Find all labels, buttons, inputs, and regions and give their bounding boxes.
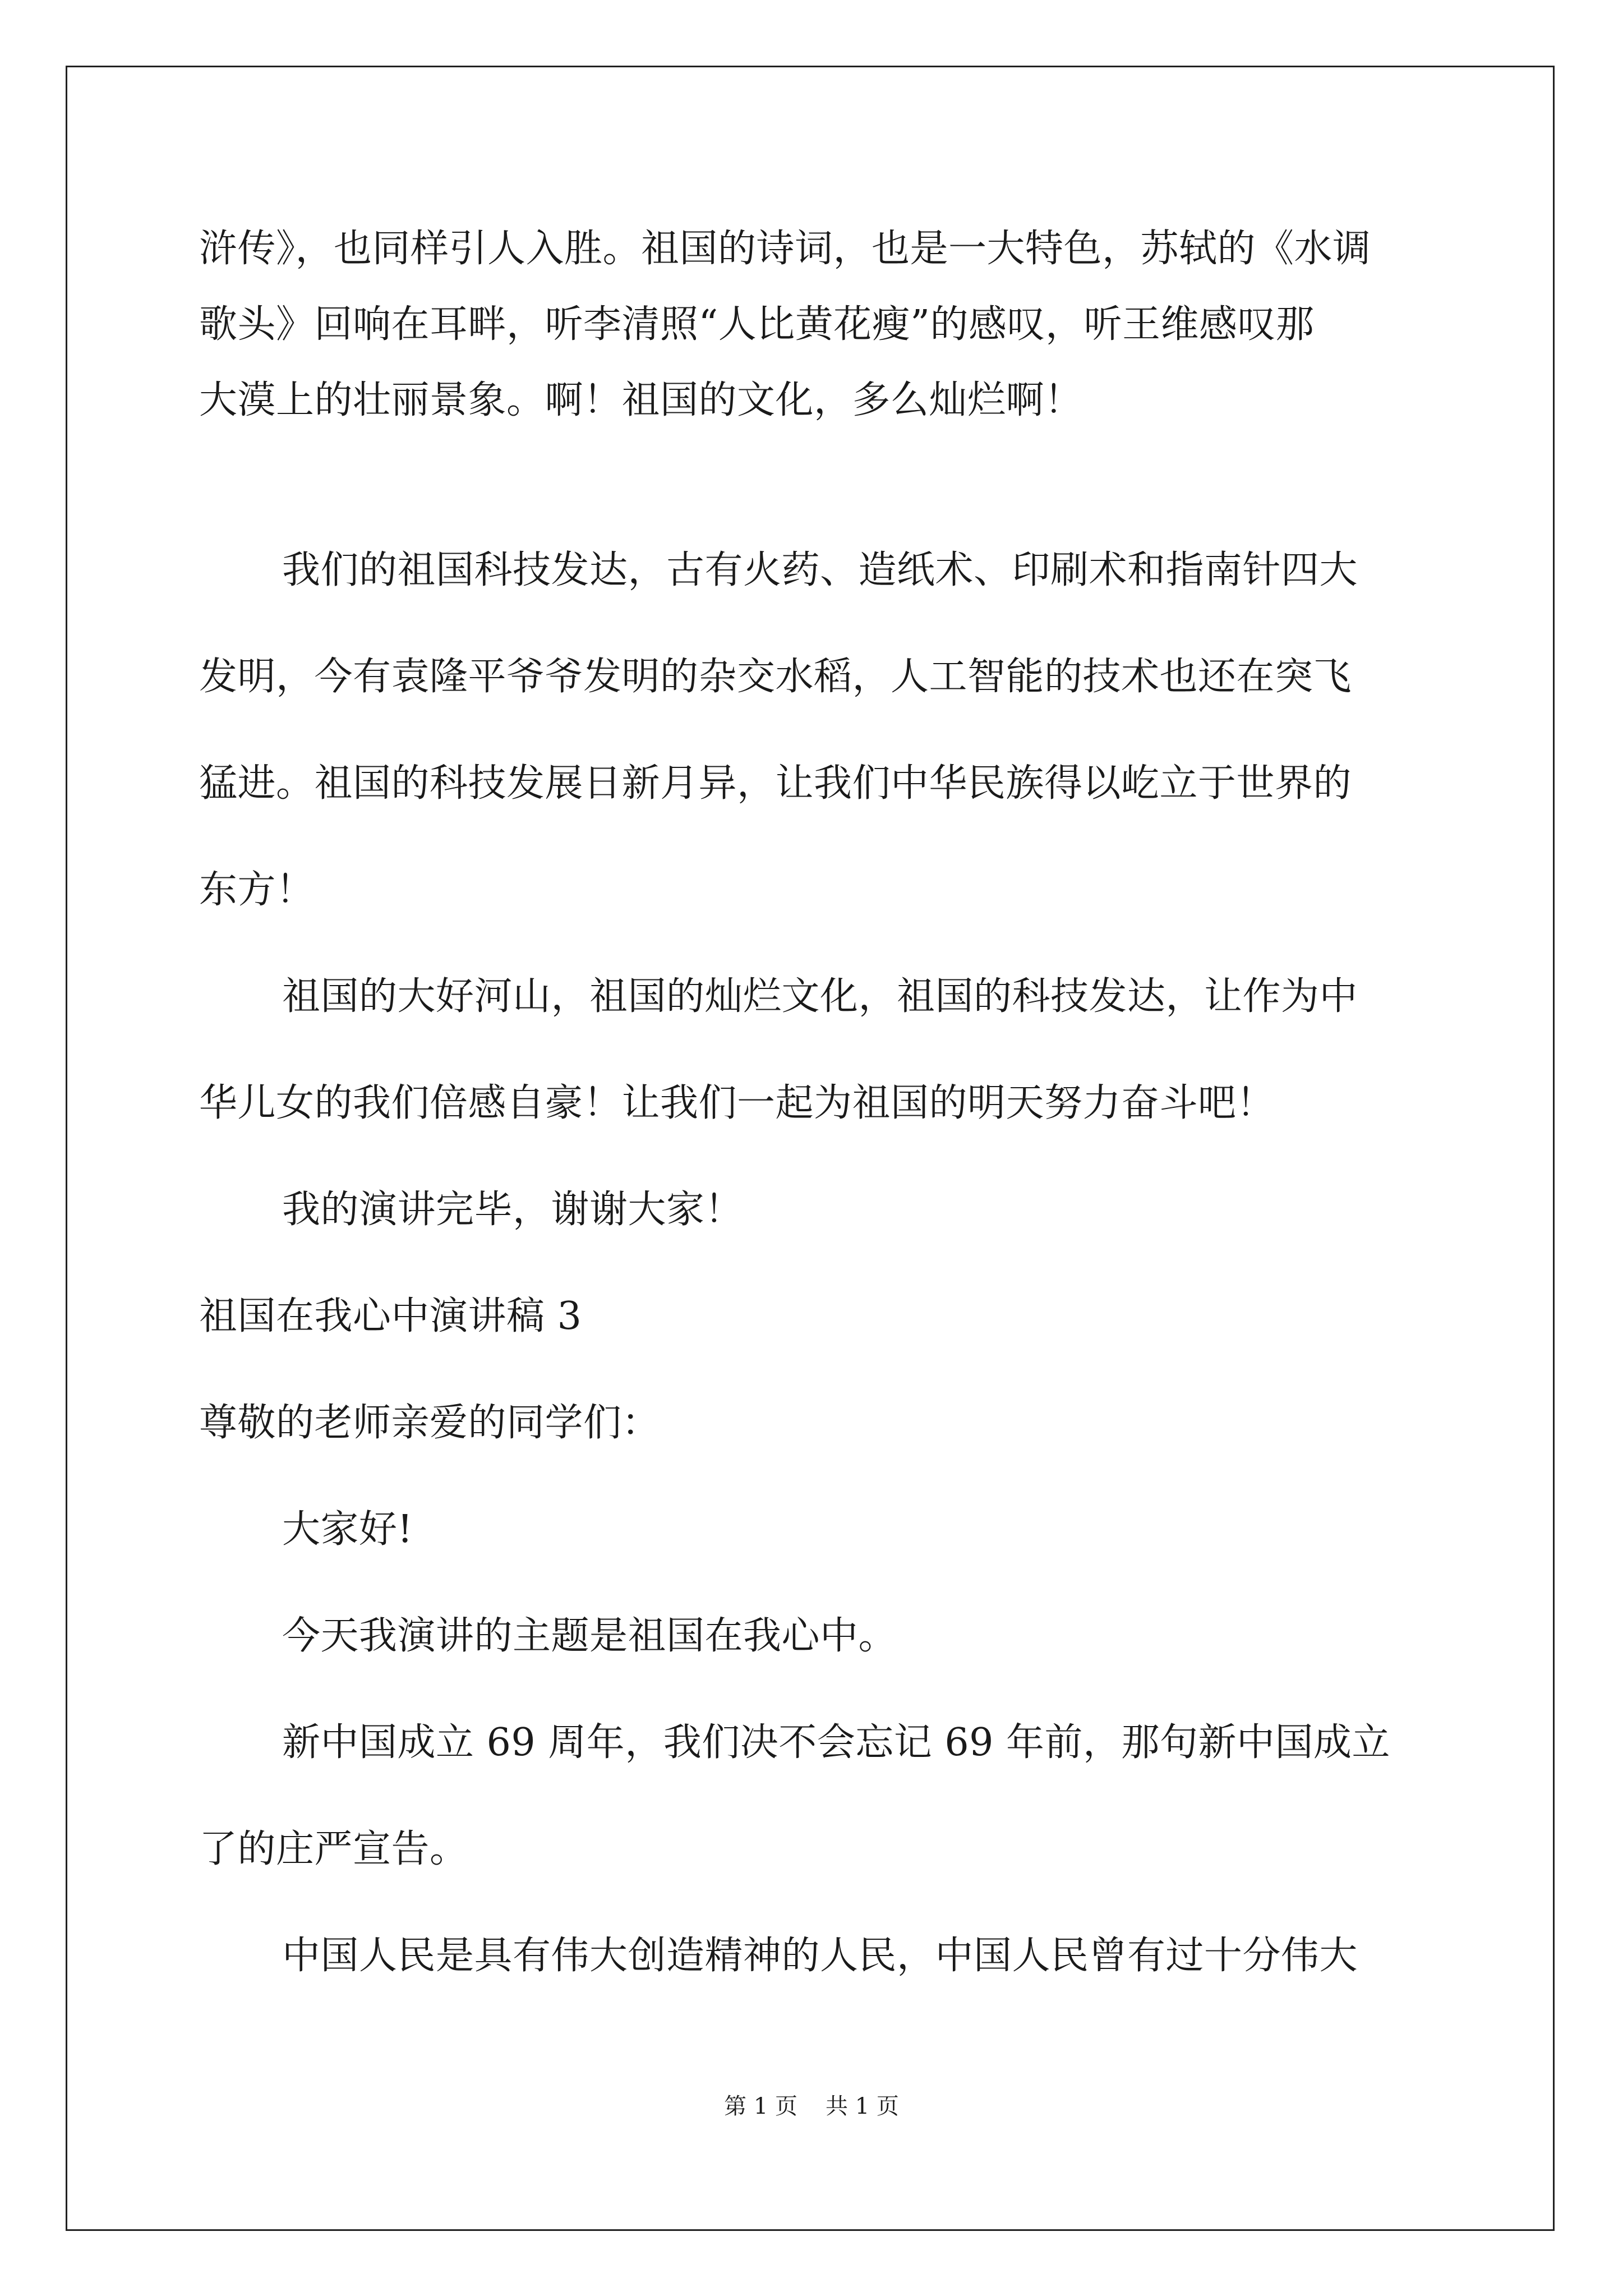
- paragraph-first-line: 祖国的大好河山，祖国的灿烂文化，祖国的科技发达，让作为中: [282, 974, 1358, 1019]
- text-line: 猛进。祖国的科技发展日新月异，让我们中华民族得以屹立于世界的: [199, 761, 1352, 806]
- text-line: 浒传》，也同样引人入胜。祖国的诗词，也是一大特色，苏轼的《水调: [199, 227, 1371, 271]
- page-footer: [0, 2092, 1623, 2120]
- text-line: 华儿女的我们倍感自豪！让我们一起为祖国的明天努力奋斗吧！: [199, 1081, 1275, 1125]
- salutation: 尊敬的老师亲爱的同学们：: [199, 1401, 661, 1445]
- paragraph-first-line: 新中国成立 69 周年，我们决不会忘记 69 年前，那句新中国成立: [282, 1720, 1391, 1765]
- paragraph-first-line: 我的演讲完毕，谢谢大家！: [282, 1188, 744, 1232]
- page-number-current: 第 1 页: [724, 2093, 797, 2119]
- text-line: 发明，今有袁隆平爷爷发明的杂交水稻，人工智能的技术也还在突飞: [199, 655, 1352, 699]
- text-line: 了的庄严宣告。: [199, 1827, 468, 1871]
- section-heading: 祖国在我心中演讲稿 3: [199, 1294, 582, 1338]
- text-line: 东方！: [199, 868, 315, 912]
- page-number-total: 共 1 页: [826, 2093, 899, 2119]
- paragraph-first-line: 我们的祖国科技发达，古有火药、造纸术、印刷术和指南针四大: [282, 548, 1358, 592]
- text-line: 大漠上的壮丽景象。啊！祖国的文化，多么灿烂啊！: [199, 378, 1083, 422]
- paragraph-first-line: 今天我演讲的主题是祖国在我心中。: [282, 1614, 897, 1658]
- paragraph-first-line: 中国人民是具有伟大创造精神的人民，中国人民曾有过十分伟大: [282, 1934, 1358, 1978]
- text-line: 歌头》回响在耳畔，听李清照“人比黄花瘦”的感叹，听王维感叹那: [199, 302, 1315, 347]
- greeting: 大家好!: [282, 1507, 413, 1552]
